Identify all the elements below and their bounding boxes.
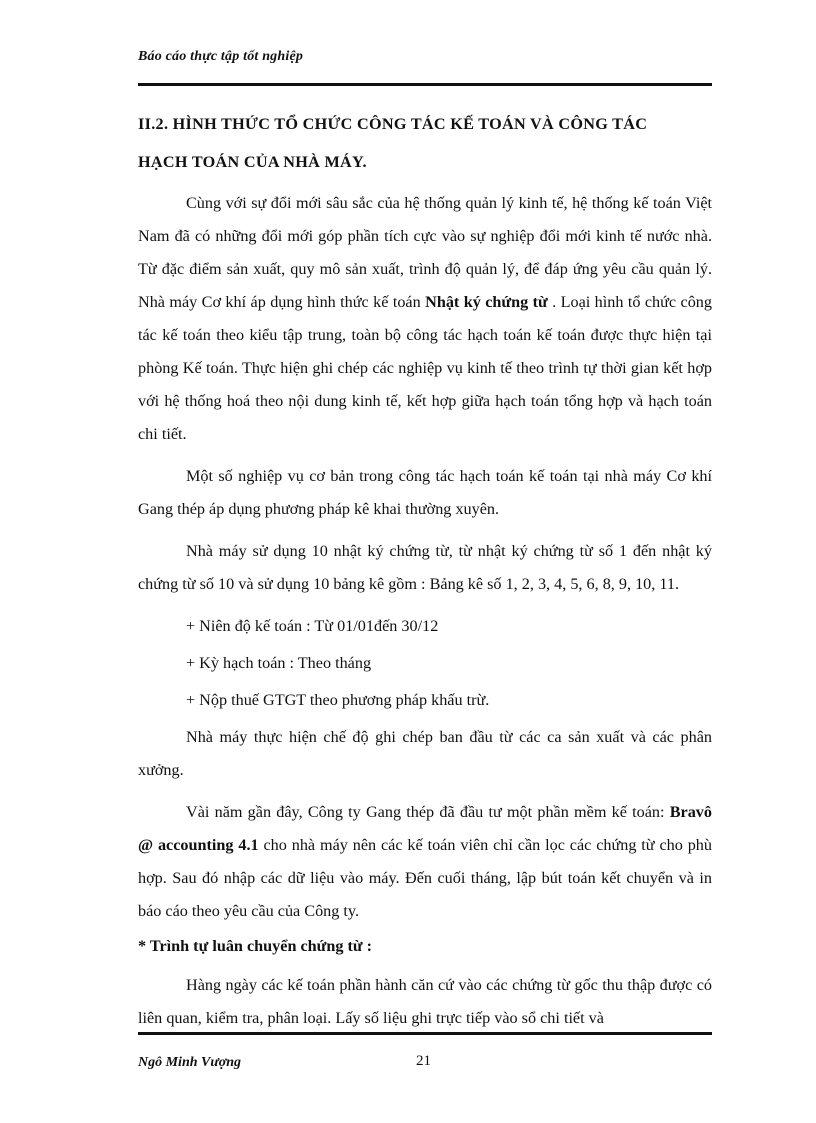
section-heading-line-1: II.2. HÌNH THỨC TỔ CHỨC CÔNG TÁC KẾ TOÁN VÀ CÔNG TÁC [138, 115, 648, 133]
list-item-fiscal-year: + Niên độ kế toán : Từ 01/01đến 30/12 [186, 617, 439, 635]
list-item-vat-method: + Nộp thuế GTGT theo phương pháp khấu trừ. [186, 691, 490, 709]
paragraph-text: cho nhà máy nên các kế toán viên chỉ cần lọc các chứng từ cho phù hợp. Sau đó nhập các dữ liệu vào máy. Đến cuối tháng, lập bút toán kết chuyển và in báo cáo theo yêu cầu của Công ty. [138, 836, 712, 920]
list-item-accounting-period: + Kỳ hạch toán : Theo tháng [186, 654, 372, 672]
paragraph-accounting-form [138, 187, 712, 451]
bold-term-software-name: Bravô @ accounting 4.1 [138, 803, 712, 854]
footer-author: Ngô Minh Vượng [138, 1055, 242, 1070]
bold-term-journal-vouchers: Nhật ký chứng từ [425, 293, 548, 311]
header-title: Báo cáo thực tập tốt nghiệp [138, 49, 304, 64]
header-rule [138, 83, 712, 86]
paragraph-basic-operations: Một số nghiệp vụ cơ bản trong công tác hạch toán kế toán tại nhà máy Cơ khí Gang thép áp dụng phương pháp kê khai thường xuyên. [138, 467, 712, 518]
subheading-document-flow: * Trình tự luân chuyển chứng từ : [138, 937, 373, 955]
page-content [138, 105, 712, 1044]
paragraph-software [138, 796, 712, 928]
footer-rule [138, 1032, 712, 1035]
section-heading [138, 105, 712, 181]
paragraph-text: . Loại hình tổ chức công tác kế toán theo kiểu tập trung, toàn bộ công tác hạch toán kế toán được thực hiện tại phòng Kế toán. Thực hiện ghi chép các nghiệp vụ kinh tế theo trình tự thời gian kết hợp với hệ thống hoá theo nội dung kinh tế, kết hợp giữa hạch toán tổng hợp và hạch toán chi tiết. [138, 293, 712, 443]
paragraph-text: Cùng với sự đổi mới sâu sắc của hệ thống quản lý kinh tế, hệ thống kế toán Việt Nam đã có những đổi mới góp phần tích cực vào sự nghiệp đổi mới kinh tế nước nhà. Từ đặc điểm sản xuất, quy mô sản xuất, trình độ quản lý, để đáp ứng yêu cầu quản lý. Nhà máy Cơ khí áp dụng hình thức kế toán [138, 194, 712, 311]
paragraph-recording-regime: Nhà máy thực hiện chế độ ghi chép ban đầu từ các ca sản xuất và các phân xưởng. [138, 728, 712, 779]
paragraph-text: Vài năm gần đây, Công ty Gang thép đã đầu tư một phần mềm kế toán: [186, 803, 670, 821]
section-heading-line-2: HẠCH TOÁN CỦA NHÀ MÁY. [138, 153, 367, 171]
paragraph-daily-procedure: Hàng ngày các kế toán phần hành căn cứ vào các chứng từ gốc thu thập được có liên quan, kiểm tra, phân loại. Lấy số liệu ghi trực tiếp vào sổ chi tiết và [138, 976, 712, 1027]
page-number: 21 [416, 1053, 431, 1069]
paragraph-journals-and-lists: Nhà máy sử dụng 10 nhật ký chứng từ, từ nhật ký chứng từ số 1 đến nhật ký chứng từ số 10 và sử dụng 10 bảng kê gồm : Bảng kê số 1, 2, 3, 4, 5, 6, 8, 9, 10, 11. [138, 542, 712, 593]
